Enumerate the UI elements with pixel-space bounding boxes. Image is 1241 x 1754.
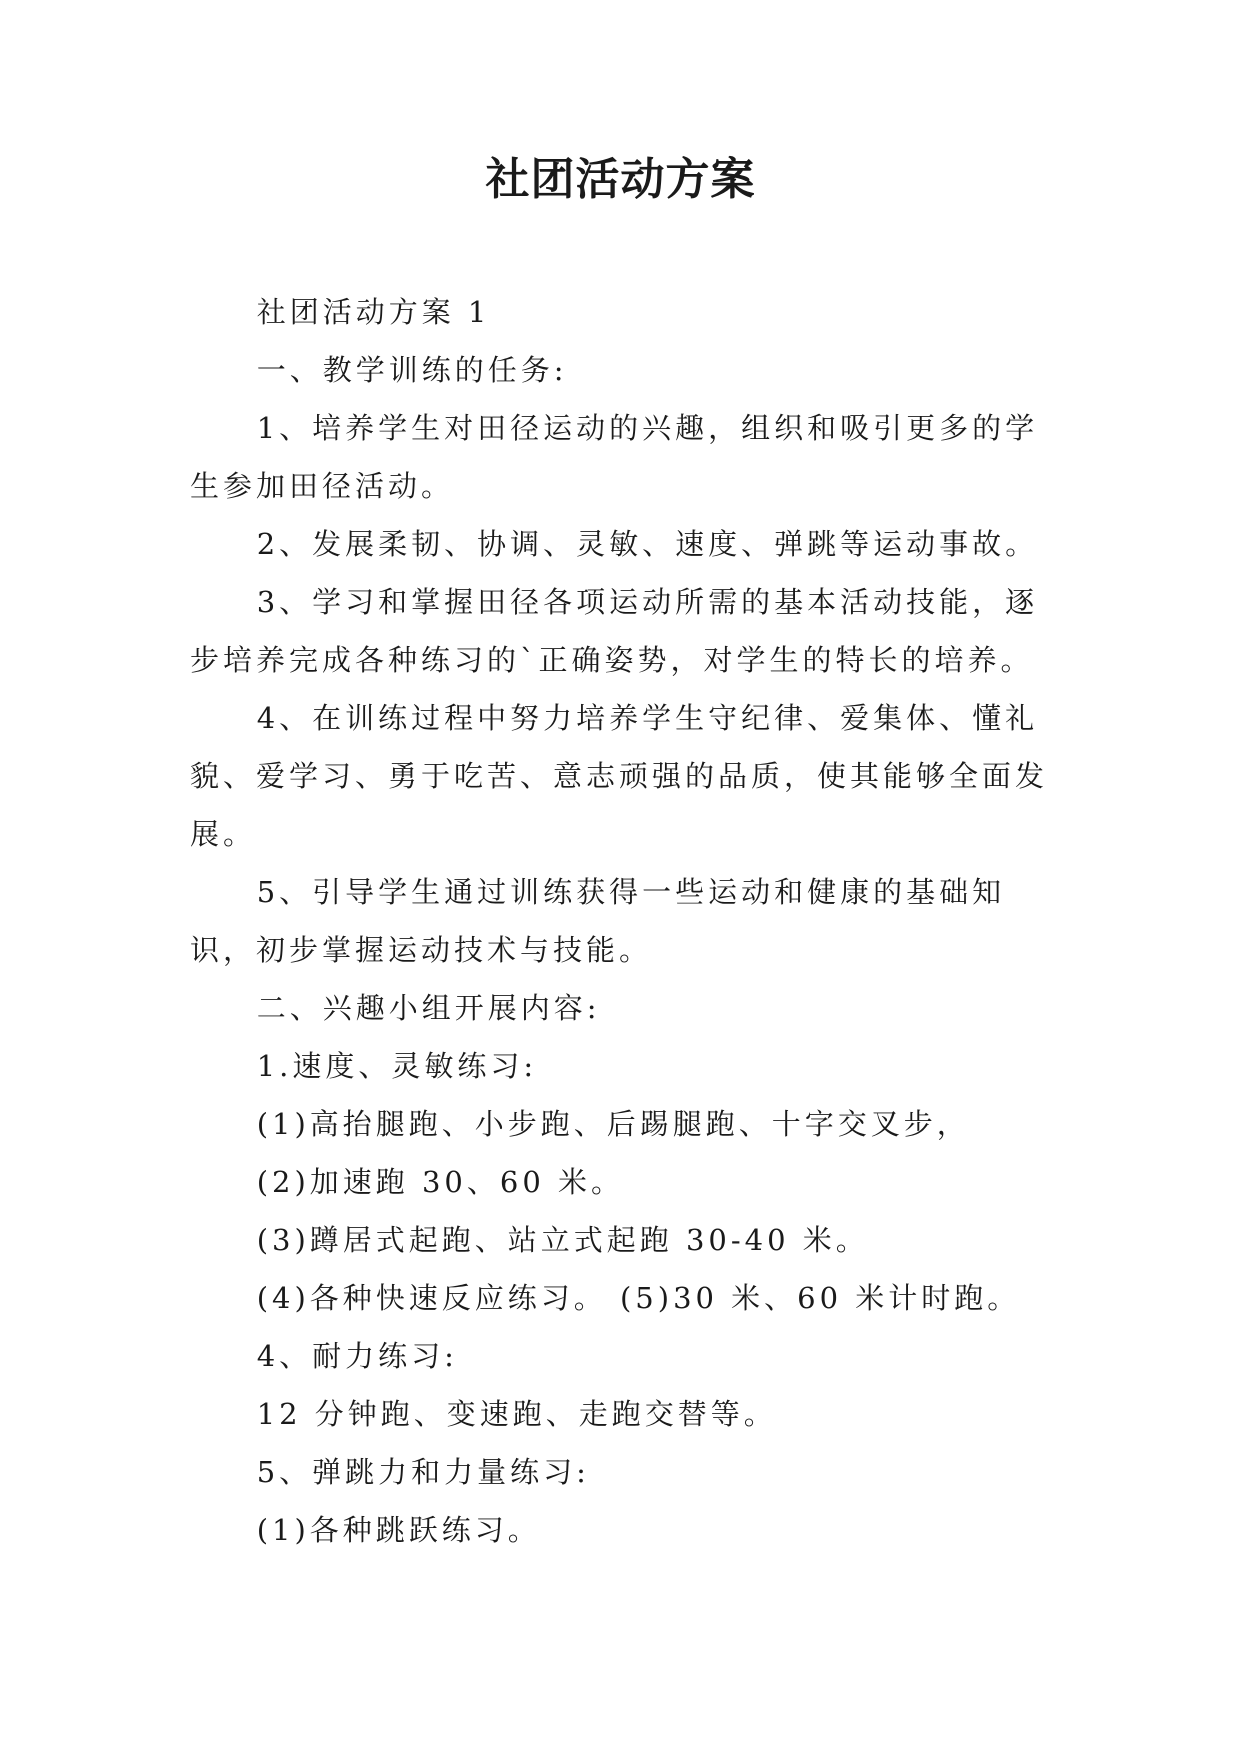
paragraph-speed-item-1: (1)高抬腿跑、小步跑、后踢腿跑、十字交叉步， — [256, 1107, 970, 1141]
paragraph-speed-item-2: (2)加速跑 30、60 米。 — [256, 1165, 625, 1199]
document-title: 社团活动方案 — [485, 154, 756, 205]
paragraph-section-two-heading: 二、兴趣小组开展内容: — [256, 991, 601, 1025]
paragraph-section-one-heading: 一、教学训练的任务: — [256, 353, 568, 387]
paragraph-endurance-heading: 4、耐力练习: — [256, 1339, 458, 1373]
paragraph-task-1: 1、培养学生对田径运动的兴趣，组织和吸引更多的学生参加田径活动。 — [190, 411, 1039, 503]
paragraph-speed-item-4-5: (4)各种快速反应练习。 (5)30 米、60 米计时跑。 — [256, 1281, 1021, 1315]
paragraph-task-5: 5、引导学生通过训练获得一些运动和健康的基础知识，初步掌握运动技术与技能。 — [190, 875, 1006, 967]
paragraph-task-2: 2、发展柔韧、协调、灵敏、速度、弹跳等运动事故。 — [256, 527, 1039, 561]
paragraph-speed-heading: 1.速度、灵敏练习: — [256, 1049, 538, 1083]
paragraph-jump-item-1: (1)各种跳跃练习。 — [256, 1513, 541, 1547]
document-body — [190, 283, 1051, 1559]
paragraph-jump-heading: 5、弹跳力和力量练习: — [256, 1455, 590, 1489]
paragraph-endurance-content: 12 分钟跑、变速跑、走跑交替等。 — [256, 1397, 777, 1431]
paragraph-speed-item-3: (3)蹲居式起跑、站立式起跑 30-40 米。 — [256, 1223, 869, 1257]
paragraph-task-3: 3、学习和掌握田径各项运动所需的基本活动技能，逐步培养完成各种练习的`正确姿势，对学生的特长的培养。 — [190, 585, 1039, 677]
paragraph-plan-heading: 社团活动方案 1 — [256, 295, 491, 329]
paragraph-task-4: 4、在训练过程中努力培养学生守纪律、爱集体、懂礼貌、爱学习、勇于吃苦、意志顽强的品质，使其能够全面发展。 — [190, 701, 1049, 851]
